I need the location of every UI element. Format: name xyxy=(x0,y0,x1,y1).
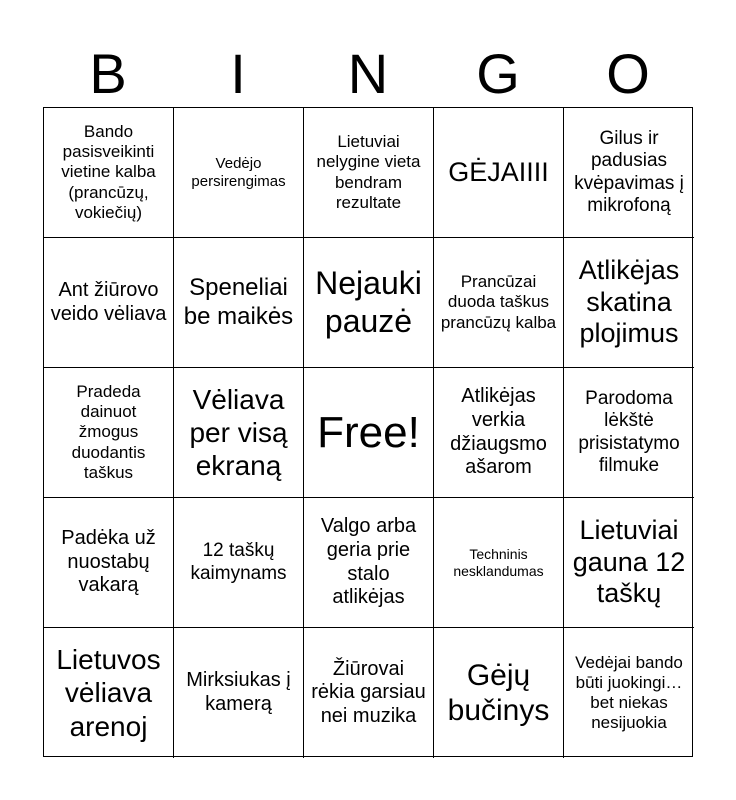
bingo-cell[interactable]: Padėka už nuostabų vakarą xyxy=(44,498,174,628)
header-letter-i: I xyxy=(230,42,246,105)
bingo-cell[interactable]: Vedėjo persirengimas xyxy=(174,108,304,238)
header-letter-b: B xyxy=(89,42,127,105)
header-letter-n: N xyxy=(347,42,389,105)
bingo-cell[interactable]: Lietuvos vėliava arenoj xyxy=(44,628,174,758)
bingo-cell[interactable]: Bando pasisveikinti vietine kalba (prancūzų, vokiečių) xyxy=(44,108,174,238)
bingo-cell[interactable]: Lietuviai nelygine vieta bendram rezultate xyxy=(304,108,434,238)
header-letter-o: O xyxy=(606,42,650,105)
bingo-cell[interactable]: GĖJAIIII xyxy=(434,108,564,238)
bingo-cell[interactable]: Atlikėjas skatina plojimus xyxy=(564,238,694,368)
bingo-cell[interactable]: Nejauki pauzė xyxy=(304,238,434,368)
bingo-cell[interactable]: Vėliava per visą ekraną xyxy=(174,368,304,498)
bingo-cell[interactable]: Ant žiūrovo veido vėliava xyxy=(44,238,174,368)
bingo-cell[interactable]: Žiūrovai rėkia garsiau nei muzika xyxy=(304,628,434,758)
bingo-cell[interactable]: Prancūzai duoda taškus prancūzų kalba xyxy=(434,238,564,368)
bingo-header xyxy=(43,40,693,108)
bingo-cell[interactable]: Vedėjai bando būti juokingi… bet niekas nesijuokia xyxy=(575,652,683,733)
bingo-cell[interactable]: Gėjų bučinys xyxy=(434,628,564,758)
free-cell[interactable]: Free! xyxy=(304,368,434,498)
header-letter-g: G xyxy=(476,42,520,105)
bingo-cell[interactable]: 12 taškų kaimynams xyxy=(174,498,304,628)
bingo-grid xyxy=(43,107,693,757)
bingo-cell[interactable]: Parodoma lėkštė prisistatymo filmuke xyxy=(564,368,694,498)
bingo-cell[interactable]: Pradeda dainuot žmogus duodantis taškus xyxy=(44,368,174,498)
bingo-cell[interactable]: Speneliai be maikės xyxy=(174,238,304,368)
bingo-cell[interactable]: Mirksiukas į kamerą xyxy=(174,628,304,758)
bingo-cell[interactable]: Lietuviai gauna 12 taškų xyxy=(564,498,694,628)
bingo-cell[interactable]: Valgo arba geria prie stalo atlikėjas xyxy=(304,498,434,628)
bingo-cell[interactable]: Gilus ir padusias kvėpavimas į mikrofoną xyxy=(564,108,694,238)
bingo-cell[interactable]: Techninis nesklandumas xyxy=(434,498,564,628)
bingo-cell[interactable]: Atlikėjas verkia džiaugsmo ašarom xyxy=(434,368,564,498)
